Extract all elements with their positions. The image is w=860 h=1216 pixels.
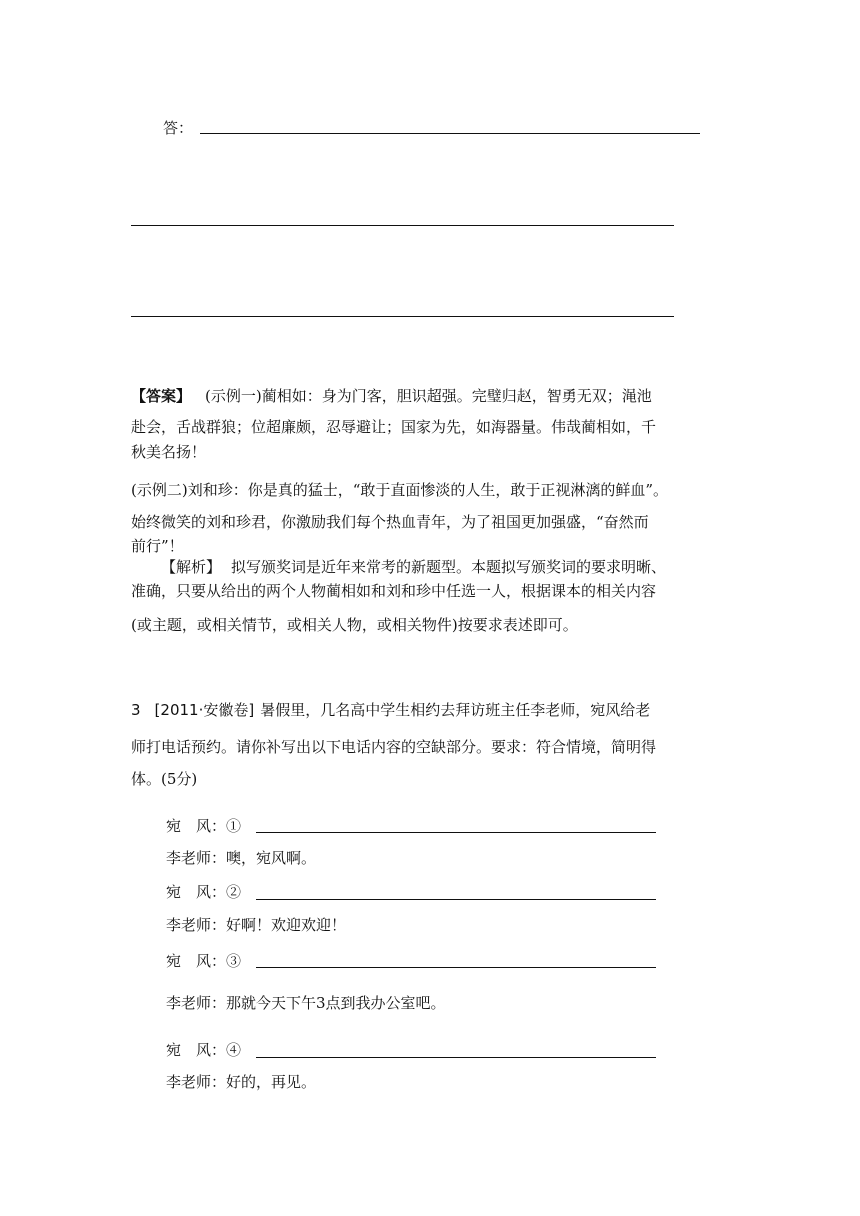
answer-blank-line-3[interactable] [131, 316, 674, 317]
analysis-line-3: (或主题，或相关情节，或相关人物，或相关物件)按要求表述即可。 [131, 616, 578, 634]
dialogue-line-5: 宛 风：③ [166, 952, 242, 970]
answer-ex2-line-3: 前行”！ [131, 537, 184, 555]
answer-ex2-line-2: 始终微笑的刘和珍君，你激励我们每个热血青年，为了祖国更加强盛，“奋然而 [131, 513, 649, 531]
answer-blank-line-2[interactable] [131, 225, 674, 226]
question-number: 3 [131, 701, 141, 719]
answer-ex1-line-3: 秋美名扬！ [131, 443, 207, 461]
answer-blank-line-1[interactable] [200, 133, 700, 134]
answer-ex2-line-1: (示例二)刘和珍：你是真的猛士，“敢于直面惨淡的人生，敢于正视淋漓的鲜血”。 [131, 481, 669, 499]
dialogue-blank-2[interactable] [256, 899, 656, 900]
dialogue-line-8: 李老师：好的，再见。 [166, 1073, 317, 1091]
question-3-line-2: 师打电话预约。请你补写出以下电话内容的空缺部分。要求：符合情境，简明得 [131, 738, 657, 756]
dialogue-line-1: 宛 风：① [166, 817, 242, 835]
analysis-line-1: 【解析】 拟写颁奖词是近年来常考的新题型。本题拟写颁奖词的要求明晰、 [161, 558, 667, 576]
analysis-heading: 【解析】 [161, 558, 222, 576]
analysis-line-2: 准确，只要从给出的两个人物蔺相如和刘和珍中任选一人，根据课本的相关内容 [131, 582, 657, 600]
question-source: [2011·安徽卷] [154, 701, 255, 719]
answer-label: 答： [163, 119, 194, 137]
dialogue-line-3: 宛 风：② [166, 883, 242, 901]
dialogue-blank-1[interactable] [256, 832, 656, 833]
answer-ex1-line-2: 赴会，舌战群狼；位超廉颇，忍辱避让；国家为先，如海器量。伟哉蔺相如，千 [131, 418, 657, 436]
question-3-line-3: 体。(5分) [131, 770, 198, 788]
dialogue-blank-3[interactable] [256, 967, 656, 968]
dialogue-blank-4[interactable] [256, 1057, 656, 1058]
dialogue-line-7: 宛 风：④ [166, 1041, 242, 1059]
dialogue-line-2: 李老师：噢，宛风啊。 [166, 849, 317, 867]
dialogue-line-6: 李老师：那就今天下午3点到我办公室吧。 [166, 994, 446, 1012]
answer-heading: 【答案】 [131, 387, 192, 405]
question-3-line-1: 3 [2011·安徽卷] 暑假里，几名高中学生相约去拜访班主任李老师，宛风给老 [131, 701, 651, 719]
dialogue-line-4: 李老师：好啊！欢迎欢迎！ [166, 916, 347, 934]
answer-ex1-line-1: 【答案】 (示例一)蔺相如：身为门客，胆识超强。完璧归赵，智勇无双；渑池 [131, 387, 652, 405]
